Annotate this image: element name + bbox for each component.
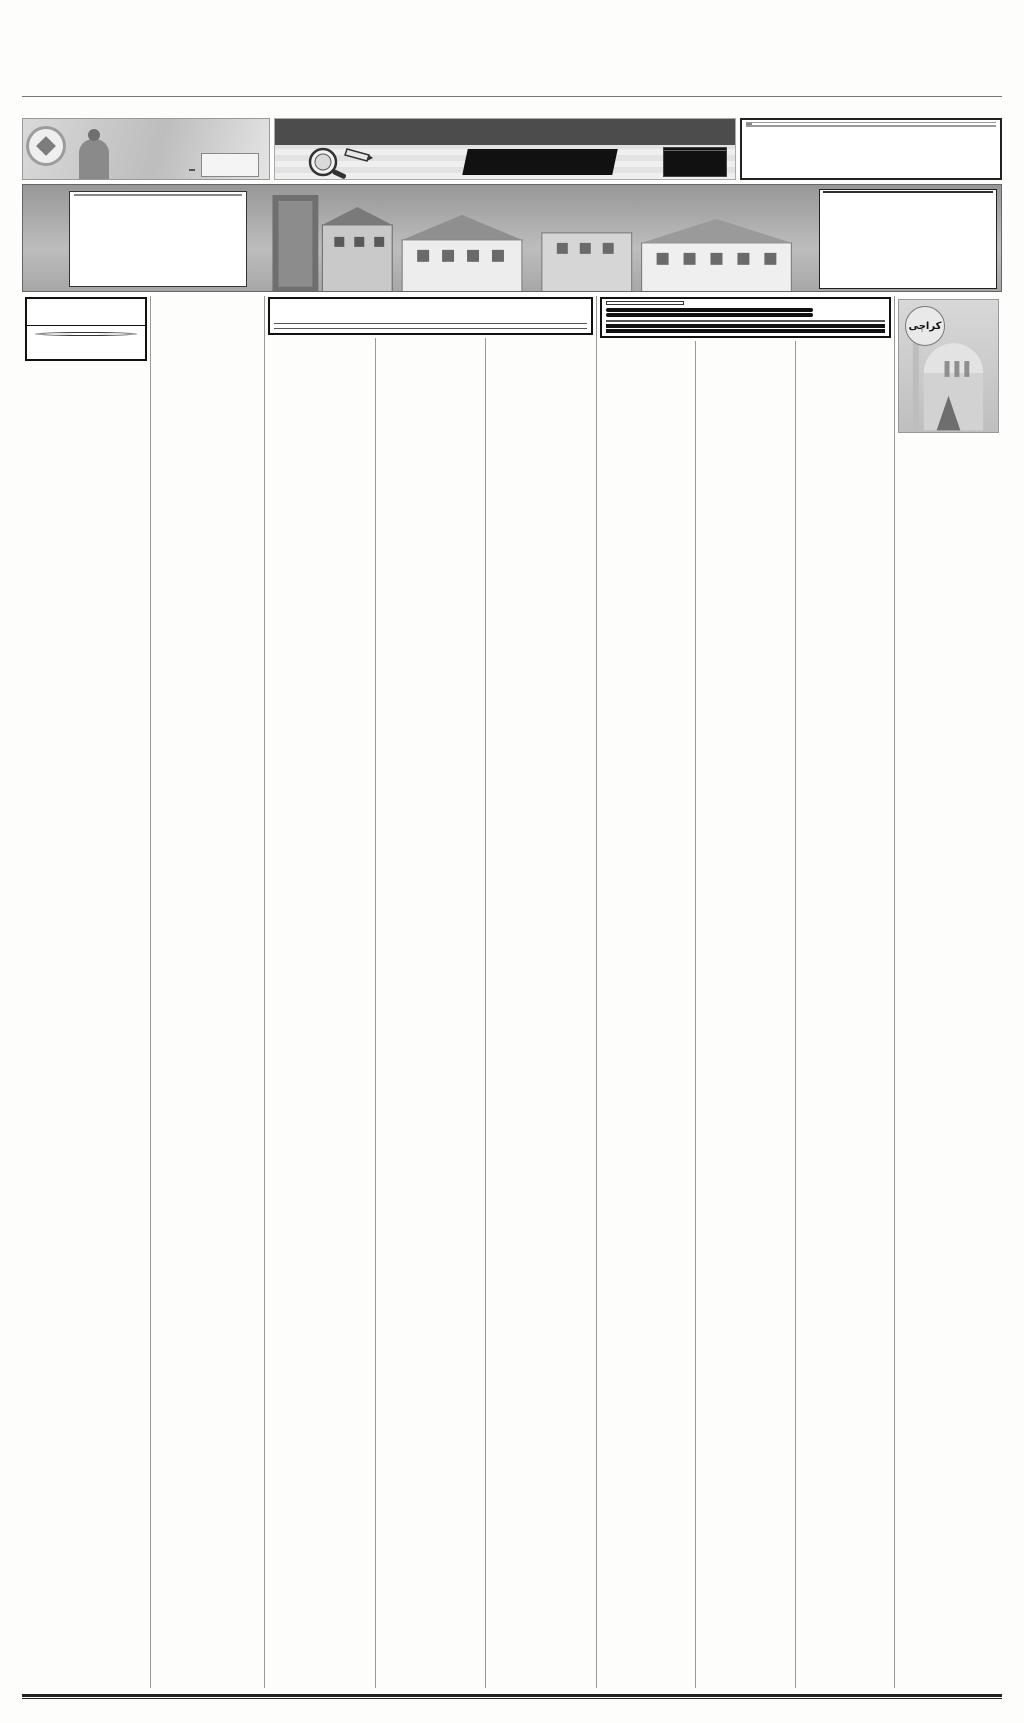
column-8 (795, 341, 894, 1688)
bonus-detergent-ad (22, 118, 270, 180)
masthead-row (22, 118, 1002, 180)
column-3 (265, 338, 375, 1688)
woman-illustration (79, 139, 109, 179)
ad-size-note (746, 123, 752, 125)
petrol-ad-body (27, 326, 145, 330)
daily-express-logo (663, 147, 727, 177)
column-7 (695, 341, 794, 1688)
petrol-ad-note (35, 332, 136, 336)
column-group-6-7-8 (596, 296, 894, 1688)
column-2 (150, 296, 264, 1688)
hajj-price-1 (606, 308, 813, 312)
bottom-rule (22, 1694, 1002, 1699)
bonus-pack (201, 153, 259, 177)
wide-ad-body (274, 323, 587, 329)
petrol-pump-ad (25, 297, 147, 361)
ad-terms-box (819, 189, 997, 289)
column-group-3-5 (264, 296, 596, 1688)
classified-body (22, 296, 1002, 1688)
bait-ul-salam-hajj-ad (600, 297, 891, 338)
petrol-ad-phones (27, 338, 145, 359)
karachi-illustration (898, 299, 999, 433)
page-header (22, 95, 1002, 97)
superhighway-bahria-ad (268, 297, 593, 335)
express-classified-bar (275, 119, 735, 145)
estate-property-banner (22, 184, 1002, 292)
classified-masthead (274, 118, 736, 180)
bait-booking-note (606, 301, 684, 305)
complaint-contact-box (69, 191, 247, 287)
hajj-price-2 (606, 313, 813, 317)
wide-ad-title (274, 301, 587, 321)
right-rail-column (894, 296, 1002, 1688)
column-4 (375, 338, 486, 1688)
column-5 (485, 338, 596, 1688)
extra-badge (189, 169, 195, 171)
terms-title (823, 191, 993, 193)
petrol-ad-title (27, 299, 145, 326)
magnifier-icon (303, 145, 373, 183)
bait-phone-row1 (606, 324, 885, 328)
bait-address (606, 320, 885, 322)
karachi-badge: کراچی (905, 306, 945, 346)
column-1 (22, 296, 150, 1688)
column-6 (597, 341, 695, 1688)
starburst-icon (29, 129, 63, 163)
ad-rates-box (740, 118, 1002, 180)
bait-phone-row2 (606, 329, 885, 333)
complaint-title (74, 194, 242, 196)
daily-express-text (664, 148, 726, 151)
urdu-classified-banner (462, 149, 618, 175)
